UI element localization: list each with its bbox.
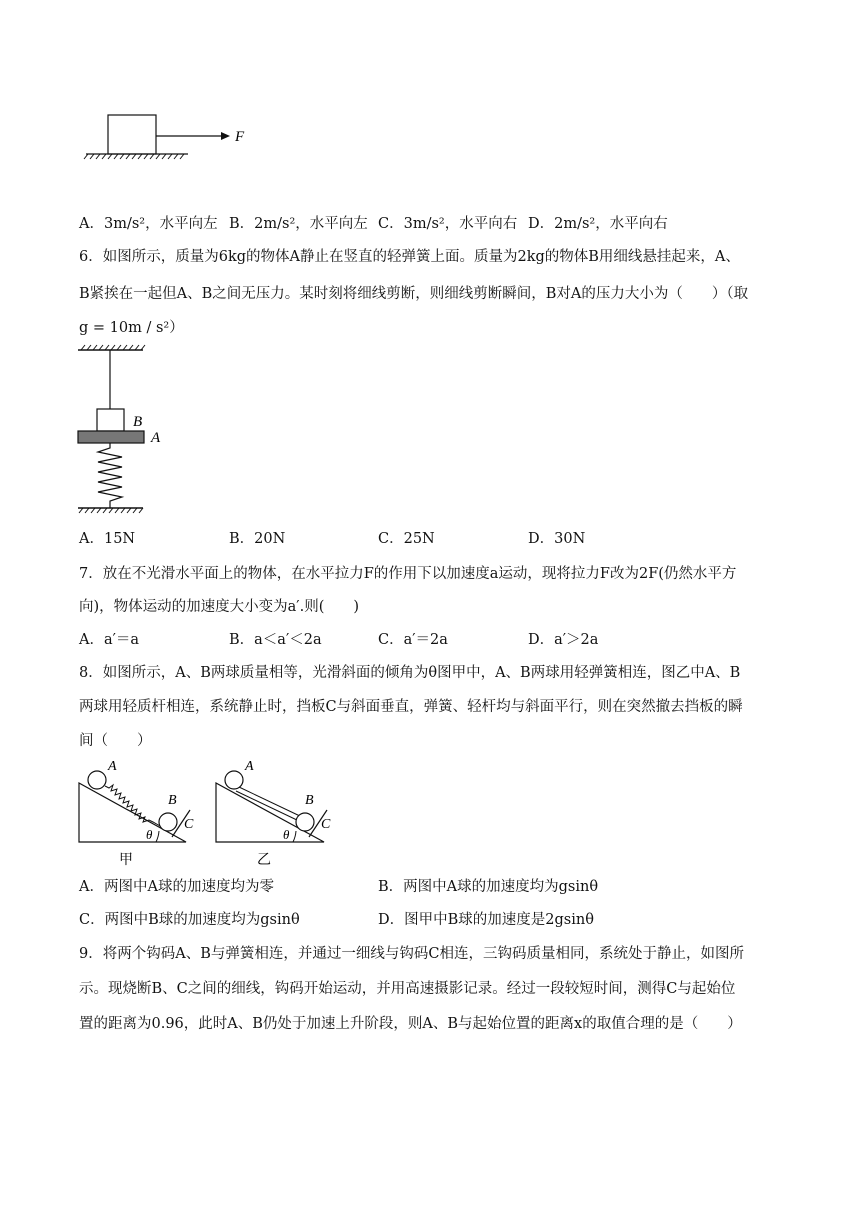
q7-option-c: C．a′＝2a (378, 632, 448, 648)
incline-left (79, 759, 194, 868)
q8-text-line-1: 8．如图所示，A、B两球质量相等，光滑斜面的倾角为θ图甲中，A、B两球用轻弹簧相连，图乙中A、B (79, 665, 741, 681)
label-a-right: A (245, 759, 254, 774)
q5-figure (80, 110, 270, 165)
caption-left: 甲 (119, 852, 133, 868)
label-theta-right: θ (283, 827, 290, 842)
spring-left (105, 785, 160, 826)
floor-hatch (79, 508, 143, 513)
q8-option-d: D．图甲中B球的加速度是2gsinθ (378, 912, 594, 928)
q7-option-d: D．a′＞2a (528, 632, 599, 648)
block-a (78, 431, 144, 443)
q8-option-b: B．两图中A球的加速度均为gsinθ (378, 879, 599, 895)
rod-right-2 (236, 791, 299, 821)
q9-text-line-1: 9．将两个钩码A、B与弹簧相连，并通过一细线与钩码C相连，三钩码质量相同，系统处于静止，如图所 (79, 946, 744, 962)
ball-b-right (296, 813, 314, 831)
label-b-right: B (305, 793, 314, 808)
ground-hatch (84, 154, 184, 159)
ball-b-left (159, 813, 177, 831)
q6-text-line-3: g = 10m / s²） (79, 320, 184, 336)
label-c-right: C (321, 817, 331, 832)
label-theta-left: θ (146, 827, 153, 842)
incline-right (216, 759, 331, 868)
q8-option-a: A．两图中A球的加速度均为零 (79, 879, 274, 895)
label-c-left: C (184, 817, 194, 832)
q5-option-c: C．3m/s²，水平向右 (378, 216, 518, 232)
q6-text-line-2: B紧挨在一起但A、B之间无压力。某时刻将细线剪断，则细线剪断瞬间，B对A的压力大小为（ ）（取 (79, 286, 749, 302)
force-label: F (235, 129, 245, 145)
block (108, 115, 156, 154)
q5-option-a: A．3m/s²，水平向左 (79, 216, 218, 232)
q7-text-line-2: 向)，物体运动的加速度大小变为a′.则( ) (79, 599, 360, 615)
q6-option-a: A．15N (79, 531, 136, 547)
q5-option-b: B．2m/s²，水平向左 (229, 216, 368, 232)
q8-text-line-3: 间（ ） (79, 733, 152, 749)
q9-text-line-2: 示。现烧断B、C之间的细线，钩码开始运动，并用高速摄影记录。经过一段较短时间，测得C与起始位 (79, 981, 736, 997)
force-arrowhead (221, 132, 230, 140)
q7-option-b: B．a＜a′＜2a (229, 632, 322, 648)
q6-option-c: C．25N (378, 531, 435, 547)
label-b-left: B (168, 793, 177, 808)
q6-option-d: D．30N (528, 531, 586, 547)
q9-text-line-3: 置的距离为0.96，此时A、B仍处于加速上升阶段，则A、B与起始位置的距离x的取值合理的是（ ） (79, 1016, 742, 1032)
q6-text-line-1: 6．如图所示，质量为6kg的物体A静止在竖直的轻弹簧上面。质量为2kg的物体B用细线悬挂起来，A、 (79, 249, 740, 265)
ceiling-hatch (81, 345, 145, 350)
ball-a-right (225, 771, 243, 789)
label-b: B (133, 414, 143, 430)
spring (98, 443, 122, 508)
q6-option-b: B．20N (229, 531, 286, 547)
label-a-left: A (108, 759, 117, 774)
label-a: A (151, 430, 161, 446)
q8-option-c: C．两图中B球的加速度均为gsinθ (79, 912, 300, 928)
q8-figure (76, 758, 346, 873)
q7-text-line-1: 7．放在不光滑水平面上的物体，在水平拉力F的作用下以加速度a运动，现将拉力F改为2F(仍然水平方 (79, 566, 737, 582)
q8-text-line-2: 两球用轻质杆相连，系统静止时，挡板C与斜面垂直，弹簧、轻杆均与斜面平行，则在突然撤去挡板的瞬 (79, 699, 743, 715)
q6-figure (75, 342, 185, 517)
q7-option-a: A．a′＝a (79, 632, 140, 648)
caption-right: 乙 (257, 852, 271, 868)
q5-option-d: D．2m/s²，水平向右 (528, 216, 668, 232)
block-b (97, 409, 124, 431)
ball-a-left (88, 771, 106, 789)
